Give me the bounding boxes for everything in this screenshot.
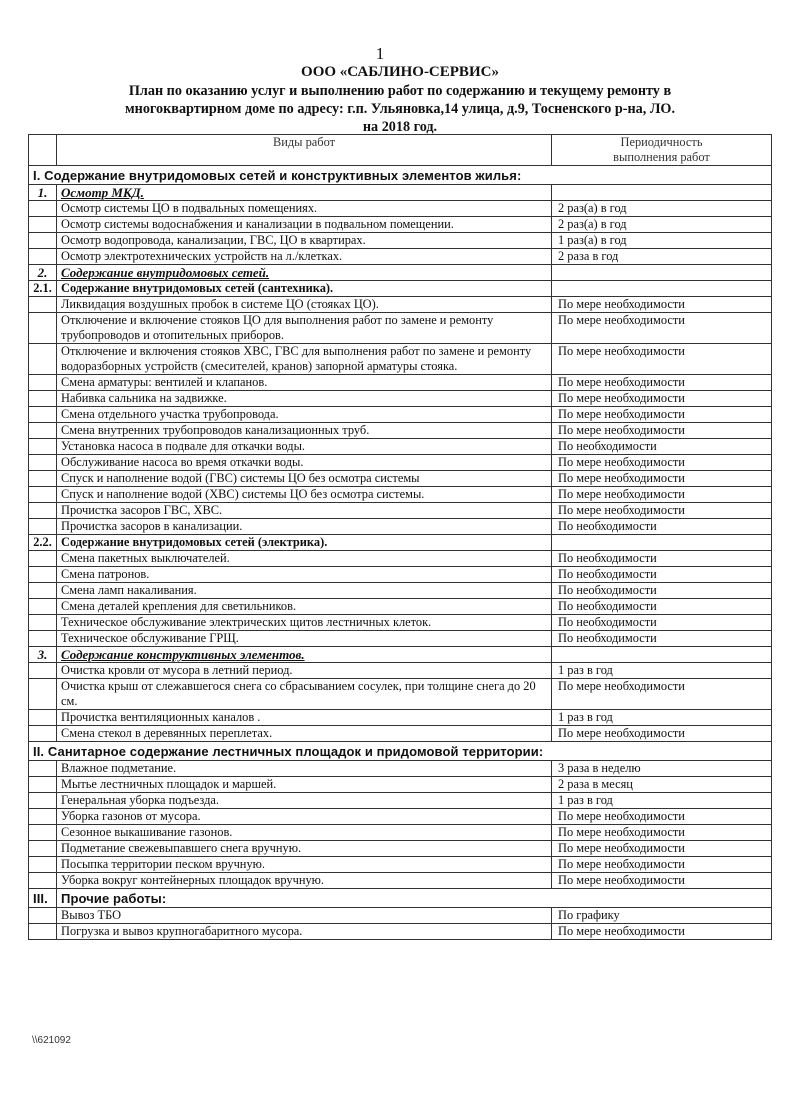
- table-row: [29, 631, 772, 647]
- periodicity-cell: По необходимости: [552, 615, 772, 631]
- periodicity-cell: 1 раз в год: [552, 793, 772, 809]
- table-row: [29, 313, 772, 344]
- work-cell: Уборка вокруг контейнерных площадок вручную.: [57, 873, 552, 889]
- periodicity-cell: По мере необходимости: [552, 857, 772, 873]
- row-number-cell: [29, 726, 57, 742]
- row-number-cell: [29, 439, 57, 455]
- work-cell: Очистка кровли от мусора в летний период.: [57, 663, 552, 679]
- row-number-cell: [29, 857, 57, 873]
- work-cell: Смена стекол в деревянных переплетах.: [57, 726, 552, 742]
- table-row: [29, 663, 772, 679]
- row-number-cell: [29, 841, 57, 857]
- work-cell: Спуск и наполнение водой (ХВС) системы ЦО без осмотра системы.: [57, 487, 552, 503]
- row-number-cell: [29, 249, 57, 265]
- work-plan-table: [28, 134, 772, 940]
- periodicity-cell: По мере необходимости: [552, 873, 772, 889]
- periodicity-cell: По необходимости: [552, 519, 772, 535]
- work-cell: Отключение и включения стояков ХВС, ГВС для выполнения работ по замене и ремонту водоразборных устройств (смесителей, кранов) запорной арматуры стояка.: [57, 344, 552, 375]
- table-row: [29, 710, 772, 726]
- periodicity-cell: По мере необходимости: [552, 487, 772, 503]
- document-title-line-2: многоквартирном доме по адресу: г.п. Ульяновка,14 улица, д.9, Тосненского р-на, ЛО.: [125, 101, 675, 117]
- header-periodicity-line-2: выполнения работ: [613, 150, 710, 164]
- row-number-cell: [29, 201, 57, 217]
- table-row: [29, 344, 772, 375]
- subsection-2-title: Содержание внутридомовых сетей.: [57, 265, 552, 281]
- work-cell: Осмотр системы ЦО в подвальных помещениях.: [57, 201, 552, 217]
- periodicity-cell: По необходимости: [552, 551, 772, 567]
- periodicity-cell: 1 раз в год: [552, 663, 772, 679]
- table-row: [29, 487, 772, 503]
- table-row: [29, 793, 772, 809]
- section-1-header-title: I. Содержание внутридомовых сетей и конструктивных элементов жилья:: [29, 166, 772, 185]
- work-cell: Мытье лестничных площадок и маршей.: [57, 777, 552, 793]
- subsection-2: [29, 265, 772, 281]
- work-cell: Ликвидация воздушных пробок в системе ЦО (стояках ЦО).: [57, 297, 552, 313]
- periodicity-cell: 1 раз в год: [552, 710, 772, 726]
- table-row: [29, 841, 772, 857]
- section-2-header: [29, 742, 772, 761]
- work-cell: Погрузка и вывоз крупногабаритного мусора.: [57, 924, 552, 940]
- work-cell: Смена отдельного участка трубопровода.: [57, 407, 552, 423]
- footer-code: \\621092: [32, 1035, 71, 1046]
- work-cell: Смена патронов.: [57, 567, 552, 583]
- row-number-cell: [29, 710, 57, 726]
- subsection-3: [29, 647, 772, 663]
- table-row: [29, 825, 772, 841]
- periodicity-cell: По мере необходимости: [552, 297, 772, 313]
- row-number-cell: [29, 407, 57, 423]
- row-number-cell: [29, 503, 57, 519]
- subsection-2-2-title: Содержание внутридомовых сетей (электрика).: [57, 535, 552, 551]
- organization-name: ООО «САБЛИНО-СЕРВИС»: [301, 64, 499, 80]
- table-row: [29, 297, 772, 313]
- table-row: [29, 503, 772, 519]
- work-cell: Техническое обслуживание ГРЩ.: [57, 631, 552, 647]
- row-number-cell: [29, 313, 57, 344]
- work-cell: Смена арматуры: вентилей и клапанов.: [57, 375, 552, 391]
- periodicity-cell: По необходимости: [552, 599, 772, 615]
- row-number-cell: [29, 344, 57, 375]
- row-number-cell: [29, 391, 57, 407]
- table-row: [29, 551, 772, 567]
- periodicity-cell: По мере необходимости: [552, 809, 772, 825]
- work-cell: Осмотр системы водоснабжения и канализации в подвальном помещении.: [57, 217, 552, 233]
- table-row: [29, 615, 772, 631]
- table-row: [29, 583, 772, 599]
- row-number-cell: [29, 551, 57, 567]
- row-number-cell: [29, 631, 57, 647]
- subsection-2-empty: [552, 265, 772, 281]
- subsection-3-number: 3.: [29, 647, 57, 663]
- row-number-cell: [29, 761, 57, 777]
- document-title-line-3: на 2018 год.: [362, 119, 438, 135]
- periodicity-cell: 3 раза в неделю: [552, 761, 772, 777]
- row-number-cell: [29, 487, 57, 503]
- row-number-cell: [29, 599, 57, 615]
- table-row: [29, 407, 772, 423]
- row-number-cell: [29, 825, 57, 841]
- periodicity-cell: По мере необходимости: [552, 391, 772, 407]
- subsection-1: [29, 185, 772, 201]
- table-row: [29, 567, 772, 583]
- row-number-cell: [29, 793, 57, 809]
- work-cell: Набивка сальника на задвижке.: [57, 391, 552, 407]
- page-number: 1: [375, 44, 385, 63]
- document-title-line-1: План по оказанию услуг и выполнению работ по содержанию и текущему ремонту в: [128, 83, 672, 99]
- section-2-header-title: II. Санитарное содержание лестничных площадок и придомовой территории:: [29, 742, 772, 761]
- periodicity-cell: По мере необходимости: [552, 423, 772, 439]
- table-row: [29, 761, 772, 777]
- work-cell: Уборка газонов от мусора.: [57, 809, 552, 825]
- subsection-3-title: Содержание конструктивных элементов.: [57, 647, 552, 663]
- periodicity-cell: По мере необходимости: [552, 924, 772, 940]
- periodicity-cell: По мере необходимости: [552, 825, 772, 841]
- row-number-cell: [29, 375, 57, 391]
- work-cell: Посыпка территории песком вручную.: [57, 857, 552, 873]
- subsection-2-1: [29, 281, 772, 297]
- subsection-2-2: [29, 535, 772, 551]
- table-row: [29, 439, 772, 455]
- periodicity-cell: 1 раз(а) в год: [552, 233, 772, 249]
- periodicity-cell: 2 раза в месяц: [552, 777, 772, 793]
- periodicity-cell: 2 раз(а) в год: [552, 201, 772, 217]
- table-row: [29, 908, 772, 924]
- header-number-cell: [29, 135, 57, 166]
- table-body: [29, 166, 772, 940]
- periodicity-cell: По мере необходимости: [552, 375, 772, 391]
- subsection-1-empty: [552, 185, 772, 201]
- periodicity-cell: По необходимости: [552, 567, 772, 583]
- periodicity-cell: По графику: [552, 908, 772, 924]
- periodicity-cell: По мере необходимости: [552, 344, 772, 375]
- work-cell: Смена пакетных выключателей.: [57, 551, 552, 567]
- periodicity-cell: По мере необходимости: [552, 679, 772, 710]
- work-cell: Генеральная уборка подъезда.: [57, 793, 552, 809]
- table-row: [29, 217, 772, 233]
- work-cell: Отключение и включение стояков ЦО для выполнения работ по замене и ремонту трубопроводов и отопительных приборов.: [57, 313, 552, 344]
- row-number-cell: [29, 663, 57, 679]
- row-number-cell: [29, 519, 57, 535]
- periodicity-cell: 2 раза в год: [552, 249, 772, 265]
- work-cell: Установка насоса в подвале для откачки воды.: [57, 439, 552, 455]
- work-cell: Вывоз ТБО: [57, 908, 552, 924]
- work-cell: Спуск и наполнение водой (ГВС) системы ЦО без осмотра системы: [57, 471, 552, 487]
- header-periodicity-line-1: Периодичность: [620, 135, 703, 149]
- work-cell: Смена деталей крепления для светильников.: [57, 599, 552, 615]
- periodicity-cell: По мере необходимости: [552, 471, 772, 487]
- row-number-cell: [29, 297, 57, 313]
- section-3-header-number: III.: [29, 889, 57, 908]
- header-periodicity: [552, 135, 772, 166]
- row-number-cell: [29, 423, 57, 439]
- row-number-cell: [29, 908, 57, 924]
- row-number-cell: [29, 471, 57, 487]
- subsection-2-number: 2.: [29, 265, 57, 281]
- table-row: [29, 924, 772, 940]
- row-number-cell: [29, 809, 57, 825]
- subsection-3-empty: [552, 647, 772, 663]
- work-cell: Осмотр водопровода, канализации, ГВС, ЦО в квартирах.: [57, 233, 552, 249]
- subsection-2-1-empty: [552, 281, 772, 297]
- row-number-cell: [29, 777, 57, 793]
- table-row: [29, 249, 772, 265]
- row-number-cell: [29, 217, 57, 233]
- periodicity-cell: По необходимости: [552, 583, 772, 599]
- subsection-1-title: Осмотр МКД.: [57, 185, 552, 201]
- subsection-2-1-number: 2.1.: [29, 281, 57, 297]
- work-cell: Влажное подметание.: [57, 761, 552, 777]
- table-row: [29, 201, 772, 217]
- table-row: [29, 857, 772, 873]
- table-row: [29, 423, 772, 439]
- subsection-1-number: 1.: [29, 185, 57, 201]
- work-cell: Прочистка засоров в канализации.: [57, 519, 552, 535]
- work-cell: Сезонное выкашивание газонов.: [57, 825, 552, 841]
- header-works: Виды работ: [57, 135, 552, 166]
- subsection-2-1-title: Содержание внутридомовых сетей (сантехника).: [57, 281, 552, 297]
- subsection-2-2-number: 2.2.: [29, 535, 57, 551]
- work-cell: Обслуживание насоса во время откачки воды.: [57, 455, 552, 471]
- table-row: [29, 679, 772, 710]
- periodicity-cell: По мере необходимости: [552, 313, 772, 344]
- work-cell: Техническое обслуживание электрических щитов лестничных клеток.: [57, 615, 552, 631]
- periodicity-cell: По необходимости: [552, 631, 772, 647]
- table-row: [29, 233, 772, 249]
- row-number-cell: [29, 455, 57, 471]
- periodicity-cell: По мере необходимости: [552, 841, 772, 857]
- row-number-cell: [29, 567, 57, 583]
- table-row: [29, 391, 772, 407]
- section-1-header: [29, 166, 772, 185]
- periodicity-cell: По мере необходимости: [552, 407, 772, 423]
- row-number-cell: [29, 924, 57, 940]
- periodicity-cell: По мере необходимости: [552, 726, 772, 742]
- table-row: [29, 519, 772, 535]
- section-3-header: [29, 889, 772, 908]
- row-number-cell: [29, 583, 57, 599]
- work-cell: Осмотр электротехнических устройств на л./клетках.: [57, 249, 552, 265]
- row-number-cell: [29, 233, 57, 249]
- table-row: [29, 455, 772, 471]
- row-number-cell: [29, 679, 57, 710]
- table-row: [29, 599, 772, 615]
- periodicity-cell: По мере необходимости: [552, 455, 772, 471]
- table-row: [29, 873, 772, 889]
- table-header-row: [29, 135, 772, 166]
- row-number-cell: [29, 873, 57, 889]
- periodicity-cell: 2 раз(а) в год: [552, 217, 772, 233]
- section-3-header-title: Прочие работы:: [57, 889, 772, 908]
- row-number-cell: [29, 615, 57, 631]
- work-cell: Прочистка засоров ГВС, ХВС.: [57, 503, 552, 519]
- work-cell: Смена внутренних трубопроводов канализационных труб.: [57, 423, 552, 439]
- table-row: [29, 777, 772, 793]
- table-row: [29, 809, 772, 825]
- table-row: [29, 726, 772, 742]
- document-header: [30, 63, 770, 136]
- work-cell: Смена ламп накаливания.: [57, 583, 552, 599]
- subsection-2-2-empty: [552, 535, 772, 551]
- periodicity-cell: По мере необходимости: [552, 503, 772, 519]
- work-cell: Подметание свежевыпавшего снега вручную.: [57, 841, 552, 857]
- work-cell: Очистка крыш от слежавшегося снега со сбрасыванием сосулек, при толщине снега до 20 см.: [57, 679, 552, 710]
- table-row: [29, 375, 772, 391]
- periodicity-cell: По необходимости: [552, 439, 772, 455]
- work-cell: Прочистка вентиляционных каналов .: [57, 710, 552, 726]
- table-row: [29, 471, 772, 487]
